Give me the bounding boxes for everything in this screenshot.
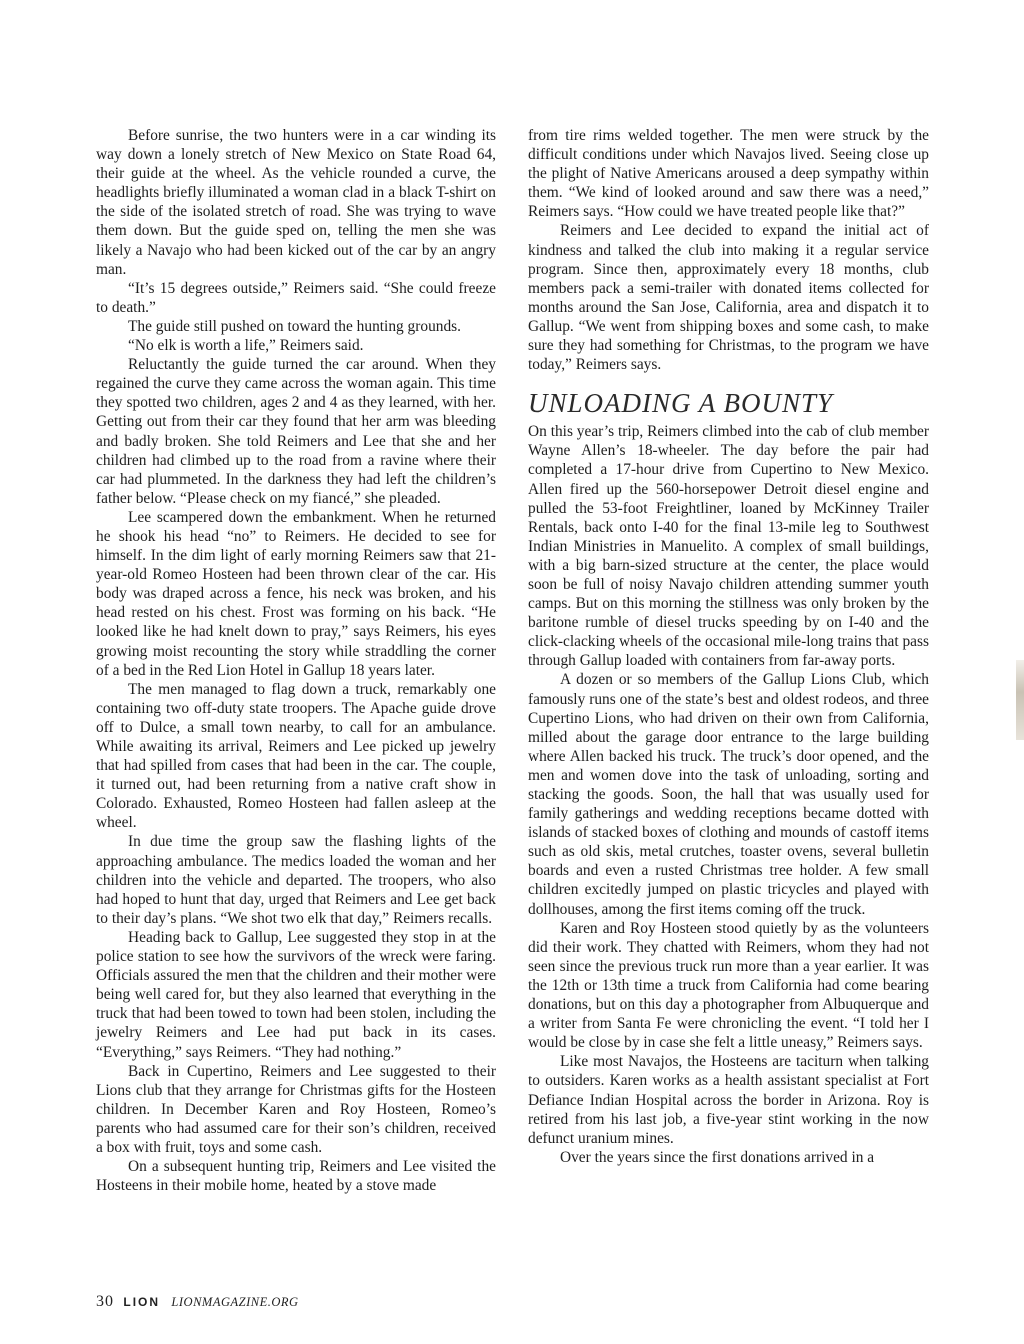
article-paragraph: Like most Navajos, the Hosteens are taciturn when talking to outsiders. Karen works as a health assistant specialist at Fort Defiance Indian Hospital across the border in Arizona. Roy is retired from his last job, a five-year stint working in the now defunct uranium mines. [528,1053,929,1147]
article-paragraph: The men managed to flag down a truck, remarkably one containing two off-duty state troopers. The Apache guide drove off to Dulce, a small town nearby, to call for an ambulance. While awaiting its arrival, Reimers and Lee picked up jewelry that had spilled from cases that had been in the car. The couple, it turned out, had been returning from a native craft show in Colorado. Exhausted, Romeo Hosteen had fallen asleep at the wheel. [96,680,496,832]
section-subhead: UNLOADING A BOUNTY [528,388,834,419]
adjacent-page-edge [1016,660,1024,740]
magazine-website: LIONMAGAZINE.ORG [171,1295,299,1309]
article-paragraph: Reluctantly the guide turned the car around. When they regained the curve they came across the woman again. This time they spotted two children, ages 2 and 4 as they learned, with her. Getting out from their car they found that her arm was bleeding and badly broken. She told Reimers and Lee that she and her children had climbed up to the road from a ravine where their car had plummeted. In the darkness they had left the children’s father below. “Please check on my fiancé,” she pleaded. [96,356,496,507]
article-paragraph: “It’s 15 degrees outside,” Reimers said. “She could freeze to death.” [96,279,496,316]
magazine-name: LION [123,1295,161,1309]
article-paragraph-continued: from tire rims welded together. The men were struck by the difficult conditions under which Navajos lived. Seeing close up the plight of Native Americans aroused a deep sympathy within them. “We kind of looked around and saw there was a need,” Reimers says. “How could we have treated people like that?” [528,127,929,221]
article-paragraph: Reimers and Lee decided to expand the initial act of kindness and talked the club into making it a regular service program. Since then, approximately every 18 months, club members pack a semi-trailer with donated items collected for months around the San Jose, California, area and dispatch it to Gallup. “We went from shipping boxes and some cash, to make sure they had something for Christmas, to the program we have today,” Reimers says. [528,222,929,374]
article-paragraph: The guide still pushed on toward the hunting grounds. [128,317,461,335]
article-paragraph: “No elk is worth a life,” Reimers said. [128,337,364,355]
article-paragraph: On this year’s trip, Reimers climbed into the cab of club member Wayne Allen’s 18-wheeler. The day before the pair had completed a 17-hour drive from Cupertino to New Mexico. Allen fired up the 560-horsepower Detroit diesel engine and pulled the 53-foot Freightliner, loaned by McKinney Trailer Rentals, back onto I-40 for the final 13-mile leg to Southwest Indian Ministries in Manuelito. A complex of small buildings, with a big barn-sized structure at the center, the place would soon be full of noisy Navajo children attending summer youth camps. But on this morning the stillness was only broken by the baritone rumble of diesel trucks speeding by on I-40 and the click-clacking wheels of the occasional mile-long trains that pass through Gallup loaded with containers from far-away ports. [528,423,929,670]
article-paragraph: Heading back to Gallup, Lee suggested they stop in at the police station to see how the survivors of the wreck were faring. Officials assured the men that the children and their mother were being well cared for, but they also learned that everything in the truck that had been towed to town had been stolen, including the jewelry Reimers and Lee had put back in its cases. “Everything,” says Reimers. “They had nothing.” [96,928,496,1061]
article-paragraph: In due time the group saw the flashing lights of the approaching ambulance. The medics loaded the woman and her children into the vehicle and departed. The troopers, who also had hoped to hunt that day, urged that Reimers and Lee get back to their day’s plans. “We shot two elk that day,” Reimers recalls. [96,833,496,927]
article-paragraph: Lee scampered down the embankment. When he returned he shook his head “no” to Reimers. He decided to see for himself. In the dim light of early morning Reimers saw that 21-year-old Romeo Hosteen had been thrown clear of the car. His body was draped across a fence, his neck was broken, and his head rested on his chest. Frost was forming on his back. “He looked like he had knelt down to pray,” says Reimers, his eyes growing moist recounting the story while straddling the corner of a bed in the Red Lion Hotel in Gallup 18 years later. [96,508,496,679]
left-column [96,126,496,1195]
right-column [528,126,929,1167]
page-number: 30 [96,1293,114,1310]
article-paragraph: Over the years since the first donations arrived in a [560,1148,875,1166]
article-paragraph: Before sunrise, the two hunters were in a car winding its way down a lonely stretch of New Mexico on State Road 64, their guide at the wheel. As the vehicle rounded a curve, the headlights briefly illuminated a woman clad in a black T-shirt on the side of the isolated stretch of road. She was trying to wave them down. But the guide sped on, telling the men she was likely a Navajo who had been kicked out of the car by an angry man. [96,127,496,278]
article-paragraph: A dozen or so members of the Gallup Lions Club, which famously runs one of the state’s best and oldest rodeos, and three Cupertino Lions, who had driven on their own from California, milled about the garage door entrance to the large building where Allen backed his truck. The truck’s door opened, and the men and women dove into the task of unloading, sorting and stacking the goods. Soon, the hall that was usually used for family gatherings and wedding receptions became dotted with islands of stacked boxes of clothing and mounds of castoff items such as old skis, metal crutches, toaster ovens, several bulletin boards and even a rusted Christmas tree holder. A few small children excitedly jumped on plastic tricycles and played with dollhouses, among the first items coming off the truck. [528,671,929,918]
article-paragraph: Back in Cupertino, Reimers and Lee suggested to their Lions club that they arrange for Christmas gifts for the Hosteen children. In December Karen and Roy Hosteen, Romeo’s parents who had assumed care for their son’s children, received a box with fruit, toys and some cash. [96,1062,496,1156]
article-paragraph: Karen and Roy Hosteen stood quietly by as the volunteers did their work. They chatted with Reimers, whom they had not seen since the previous truck run more than a year earlier. It was the 12th or 13th time a truck from California had come bearing donations, but on this day a photographer from Albuquerque and a writer from Santa Fe were chronicling the event. “I told her I would be close by in case she felt a little uneasy,” Reimers says. [528,919,929,1052]
page-footer [96,1293,299,1311]
article-paragraph: On a subsequent hunting trip, Reimers and Lee visited the Hosteens in their mobile home, heated by a stove made [96,1158,496,1195]
